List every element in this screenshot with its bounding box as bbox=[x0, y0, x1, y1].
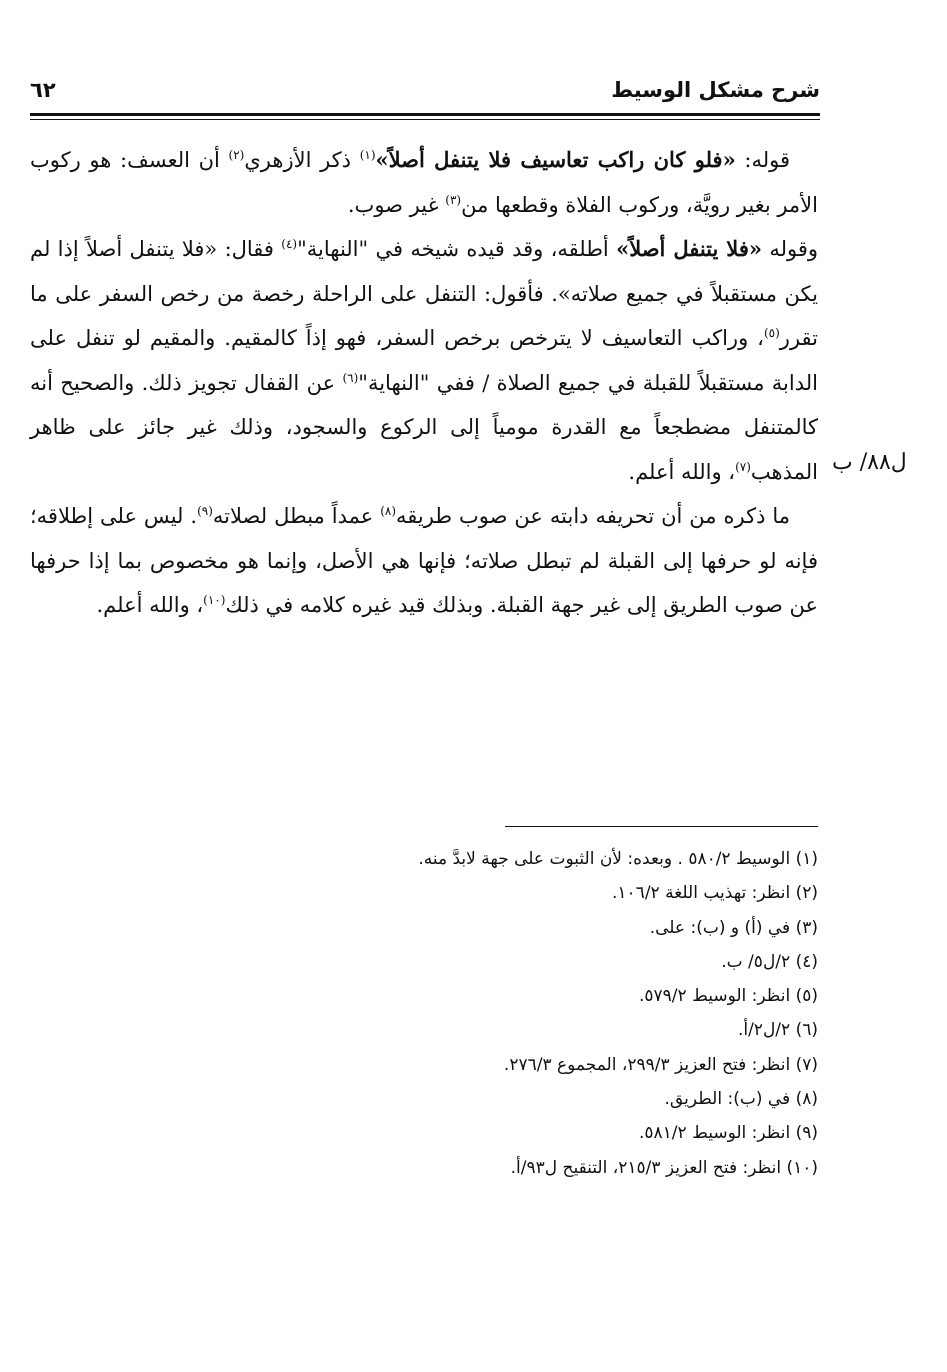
text-run: وقوله bbox=[762, 237, 819, 261]
quoted-text: «فلا يتنفل أصلاً» bbox=[616, 236, 763, 261]
footnote-ref: (٣) bbox=[445, 192, 462, 207]
text-run: فقال: «فلا يتنفل أصلاً إذا لم يكن مستقبلاً في جميع صلاته». فأقول: التنفل على الراحلة رخصة من رخص السفر على ما تقرر bbox=[30, 237, 818, 350]
footnote-ref: (٢) bbox=[228, 148, 245, 162]
footnote: (٨) في (ب): الطريق. bbox=[664, 1089, 818, 1110]
manuscript-folio-note: ل٨٨/ ب bbox=[832, 450, 907, 475]
footnote: (٢) انظر: تهذيب اللغة ١٠٦/٢. bbox=[612, 883, 818, 904]
text-run: قوله: bbox=[735, 148, 790, 172]
text-run: ذكر الأزهري bbox=[244, 148, 360, 172]
footnote-ref: (٤) bbox=[281, 237, 298, 251]
footnote: (٧) انظر: فتح العزيز ٢٩٩/٣، المجموع ٢٧٦/٣. bbox=[503, 1054, 818, 1075]
footnote: (٩) انظر: الوسيط ٥٨١/٢. bbox=[639, 1123, 818, 1144]
footnote-ref: (٦) bbox=[342, 370, 359, 385]
footnote-ref: (٧) bbox=[735, 459, 751, 474]
footnote: (٤) ٢/ل٥/ ب. bbox=[721, 951, 818, 972]
footnote-ref: (١) bbox=[359, 148, 376, 162]
footnote-ref: (٨) bbox=[380, 504, 397, 518]
text-run: ما ذكره من أن تحريفه دابته عن صوب طريقه bbox=[396, 504, 791, 528]
footnote-ref: (٩) bbox=[197, 504, 213, 518]
text-run: عمداً مبطل لصلاته bbox=[212, 504, 381, 528]
footnote: (٦) ٢/ل٢/أ. bbox=[737, 1020, 818, 1041]
quoted-text: «فلو كان راكب تعاسيف فلا يتنفل أصلاً» bbox=[375, 147, 736, 172]
text-run: ، وراكب التعاسيف لا يترخص برخص السفر، فهو إذاً كالمقيم. والمقيم لو تنفل على الدابة مستقبلاً للقبلة في جميع الصلاة / ففي "النهاية" bbox=[30, 326, 818, 395]
page-header bbox=[30, 78, 820, 112]
footnote: (١) الوسيط ٥٨٠/٢ . وبعده: لأن الثبوت على جهة لابدَّ منه. bbox=[418, 849, 818, 869]
running-title: شرح مشكل الوسيط bbox=[611, 78, 820, 102]
footnote-ref: (٥) bbox=[763, 326, 780, 340]
text-run: ، والله أعلم. bbox=[96, 593, 204, 617]
footnote: (٣) في (أ) و (ب): على. bbox=[649, 917, 818, 938]
paragraph-3 bbox=[30, 494, 818, 628]
footnote-ref: (١٠) bbox=[203, 593, 226, 607]
text-run: عن القفال تجويز ذلك. والصحيح أنه كالمتنفل مضطجعاً مع القدرة مومياً إلى الركوع والسجود، وذلك غير جائز على ظاهر المذهب bbox=[30, 370, 818, 484]
text-run: ، والله أعلم. bbox=[628, 459, 736, 484]
text-run: . ليس على إطلاقه؛ فإنه لو حرفها إلى القبلة لم تبطل صلاته؛ فإنها هي الأصل، وإنما هو مخصوص بما إذا حرفها عن صوب الطريق إلى غير جهة القبلة. وبذلك قيد غيره كلامه في ذلك bbox=[30, 504, 818, 617]
footnote: (٥) انظر: الوسيط ٥٧٩/٢. bbox=[639, 986, 818, 1007]
header-rule-thin bbox=[30, 119, 820, 120]
footnotes bbox=[30, 842, 818, 1185]
text-run: أطلقه، وقد قيده شيخه في "النهاية" bbox=[297, 237, 617, 261]
paragraph-2 bbox=[30, 227, 818, 494]
main-text bbox=[30, 138, 818, 628]
footnote: (١٠) انظر: فتح العزيز ٢١٥/٣، التنقيح ل٩٣/أ. bbox=[510, 1157, 818, 1178]
footnote-separator bbox=[505, 826, 818, 827]
page-number: ٦٢ bbox=[30, 78, 56, 102]
text-run: غير صوب. bbox=[347, 192, 446, 217]
header-rule-thick bbox=[30, 113, 820, 116]
paragraph-1 bbox=[30, 138, 818, 227]
text-run: أن العسف: هو ركوب الأمر بغير رويَّة، وركوب الفلاة وقطعها من bbox=[30, 148, 818, 217]
